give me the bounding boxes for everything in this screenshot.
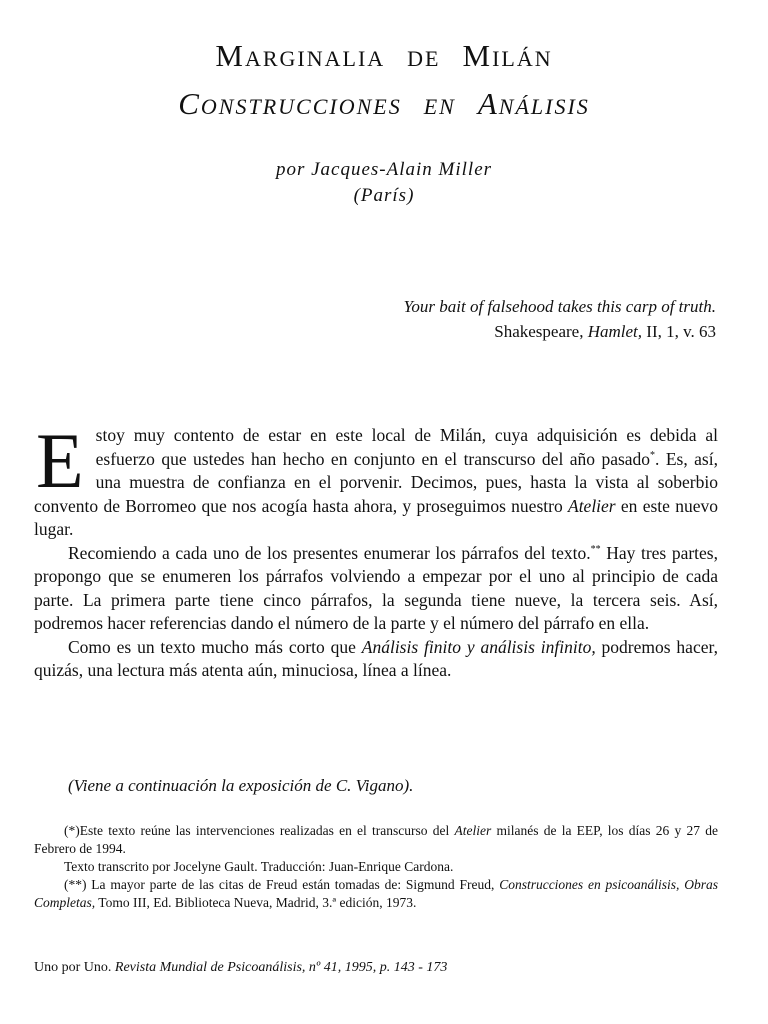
paragraph-text: Recomiendo a cada uno de los presentes enumerar los párrafos del texto. [68,542,591,563]
paragraph-2 [34,542,718,636]
emphasis: Análisis finito y análisis infinito, [361,636,596,657]
footer-journal: Uno por Uno. [34,960,115,975]
paragraph-text: . Es, así, una muestra de confianza en el porvenir. Decimos, pues, hasta la vista al soberbio convento de Borromeo que nos acogía hasta ahora, y proseguimos nuestro [34,448,718,516]
footnote-credits: Texto transcrito por Jocelyne Gault. Traducción: Juan-Enrique Cardona. [64,859,454,874]
epigraph-ref: II, 1, v. 63 [642,322,716,341]
footer-citation: Revista Mundial de Psicoanálisis, nº 41, 1995, p. 143 - 173 [114,960,448,975]
footnote-text: Tomo III, Ed. Biblioteca Nueva, Madrid, 3.ª edición, 1973. [95,895,417,910]
title-word: Construcciones [178,86,402,121]
title-word: Análisis [477,86,590,121]
title-line-2 [0,86,768,122]
author-place: (París) [353,185,415,206]
epigraph-work: Hamlet, [587,322,643,341]
epigraph-author: Shakespeare, [494,322,588,341]
author-block [0,157,768,209]
title-word: de [407,38,441,73]
paragraph-text: podremos hacer, quizás, una lectura más atenta aún, minuciosa, línea a línea. [34,636,718,680]
footnotes [34,822,718,912]
footnote-2 [34,876,718,912]
paragraph-text: stoy muy contento de estar en este local de Milán, cuya adquisición es debida al esfuerzo que ustedes han hecho en conjunto en el transcurso del año pasado [95,425,718,469]
drop-cap: E [36,417,84,504]
page-footer [34,960,734,976]
epigraph [404,294,716,344]
continuation-note: (Viene a continuación la exposición de C. Vigano). [68,776,414,795]
paragraph-text: Como es un texto mucho más corto que [68,636,362,657]
emphasis: Atelier [454,823,492,838]
paragraph-1 [34,417,718,542]
paragraph-text: Hay tres partes, propongo que se enumeren los párrafos volviendo a empezar por el uno al principio de cada parte. La primera parte tiene cinco párrafos, la segunda tiene nueve, la tercera seis. Así, podremos hacer referencias dando el número de la parte y el número del párrafo en ella. [34,542,718,633]
paragraph-text: en este nuevo lugar. [34,495,718,539]
title-line-1 [0,38,768,74]
body-text [34,417,718,683]
epigraph-source [404,319,716,344]
title-word: Milán [462,38,553,73]
footnote-1 [34,822,718,858]
title-word: Marginalia [215,38,386,73]
author-byline: por Jacques-Alain Miller [275,159,493,180]
emphasis: Atelier [568,495,616,516]
footnote-text: (*)Este texto reúne las intervenciones realizadas en el transcurso del [64,823,455,838]
paragraph-3 [34,636,718,683]
emphasis: Construcciones en psicoanálisis, Obras Completas, [34,877,719,910]
epigraph-quote: Your bait of falsehood takes this carp of truth. [403,297,716,316]
footnote-text: (**) La mayor parte de las citas de Freud están tomadas de: Sigmund Freud, [64,877,500,892]
footnote-mark: * [650,449,656,461]
footnote-mark: ** [590,543,601,555]
footnote-text: milanés de la EEP, los días 26 y 27 de Febrero de 1994. [34,823,718,856]
title-word: en [423,86,456,121]
